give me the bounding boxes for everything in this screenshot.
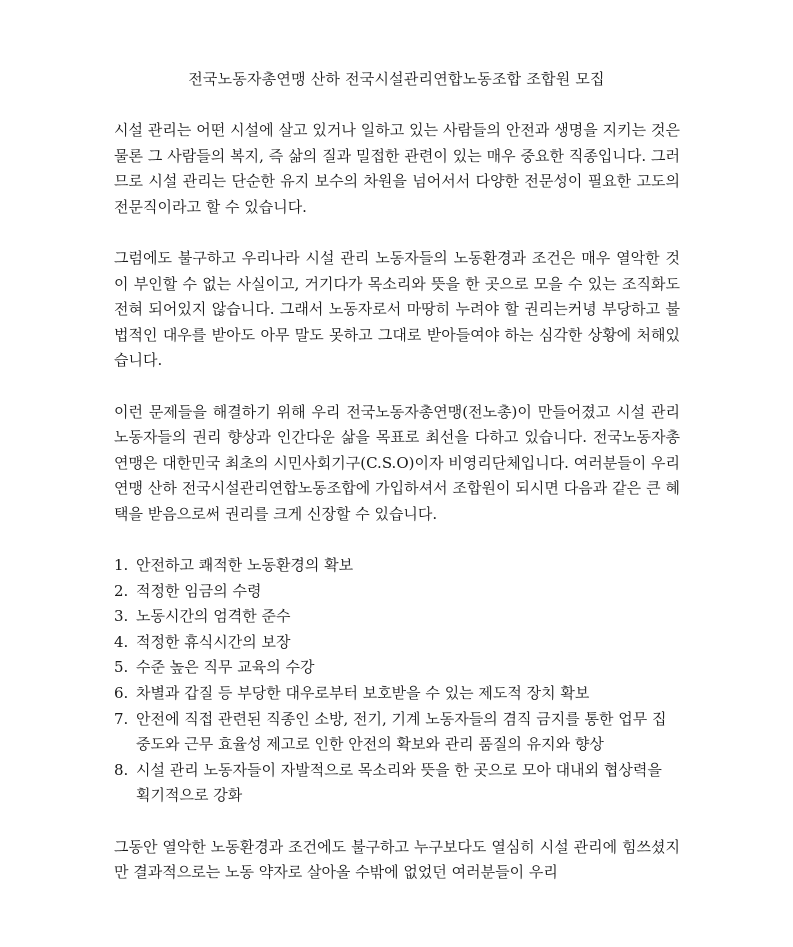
document-title: 전국노동자총연맹 산하 전국시설관리연합노동조합 조합원 모집 (188, 70, 605, 88)
federation-paragraph: 이런 문제들을 해결하기 위해 우리 전국노동자총연맹(전노총)이 만들어졌고 시설 관리 노동자들의 권리 향상과 인간다운 삶을 목표로 최선을 다하고 있습니다. 전국노동자총연맹은 대한민국 최초의 시민사회기구(C.S.O)이자 비영리단체입니다. 여러분들이 우리 연맹 산하 전국시설관리연합노동조합에 가입하셔서 조합원이 되시면 다음과 같은 큰 혜택을 받음으로써 권리를 크게 신장할 수 있습니다. (114, 402, 680, 523)
benefit-item (114, 758, 680, 809)
document-body (114, 118, 680, 911)
benefit-item (114, 604, 680, 630)
closing-paragraph: 그동안 열악한 노동환경과 조건에도 불구하고 누구보다도 열심히 시설 관리에 힘쓰셨지만 결과적으로는 노동 약자로 살아올 수밖에 없었던 여러분들이 우리 (114, 837, 680, 882)
benefit-text: 수준 높은 직무 교육의 수강 (136, 658, 315, 677)
benefit-text: 적정한 휴식시간의 보장 (136, 632, 291, 651)
benefits-list (114, 553, 680, 809)
benefit-item (114, 707, 680, 758)
intro-paragraph: 시설 관리는 어떤 시설에 살고 있거나 일하고 있는 사람들의 안전과 생명을 지키는 것은 물론 그 사람들의 복지, 즉 삶의 질과 밀접한 관련이 있는 매우 중요한 직종입니다. 그러므로 시설 관리는 단순한 유지 보수의 차원을 넘어서서 다양한 전문성이 필요한 고도의 전문직이라고 할 수 있습니다. (114, 121, 680, 216)
benefit-item (114, 630, 680, 656)
benefit-number: 3. (114, 607, 129, 626)
benefit-number: 4. (114, 632, 129, 651)
benefit-text: 노동시간의 엄격한 준수 (136, 607, 291, 626)
benefit-item (114, 655, 680, 681)
benefit-text: 안전하고 쾌적한 노동환경의 확보 (136, 556, 354, 575)
benefit-text: 차별과 갑질 등 부당한 대우로부터 보호받을 수 있는 제도적 장치 확보 (136, 684, 590, 703)
benefit-number: 8. (114, 760, 129, 779)
benefit-number: 5. (114, 658, 129, 677)
benefit-number: 6. (114, 684, 129, 703)
problem-paragraph: 그럼에도 불구하고 우리나라 시설 관리 노동자들의 노동환경과 조건은 매우 열악한 것이 부인할 수 없는 사실이고, 거기다가 목소리와 뜻을 한 곳으로 모을 수 있는 조직화도 전혀 되어있지 않습니다. 그래서 노동자로서 마땅히 누려야 할 권리는커녕 부당하고 불법적인 대우를 받아도 아무 말도 못하고 그대로 받아들여야 하는 심각한 상황에 처해있습니다. (114, 248, 680, 370)
benefit-number: 1. (114, 556, 129, 575)
benefit-text: 적정한 임금의 수령 (136, 581, 262, 600)
benefit-item (114, 553, 680, 579)
benefit-number: 7. (114, 709, 129, 728)
benefit-item (114, 579, 680, 605)
benefit-text: 시설 관리 노동자들이 자발적으로 목소리와 뜻을 한 곳으로 모아 대내외 협상력을 획기적으로 강화 (136, 760, 662, 805)
benefit-item (114, 681, 680, 707)
benefit-text: 안전에 직접 관련된 직종인 소방, 전기, 기계 노동자들의 겸직 금지를 통한 업무 집중도와 근무 효율성 제고로 인한 안전의 확보와 관리 품질의 유지와 향상 (136, 709, 667, 754)
benefit-number: 2. (114, 581, 129, 600)
